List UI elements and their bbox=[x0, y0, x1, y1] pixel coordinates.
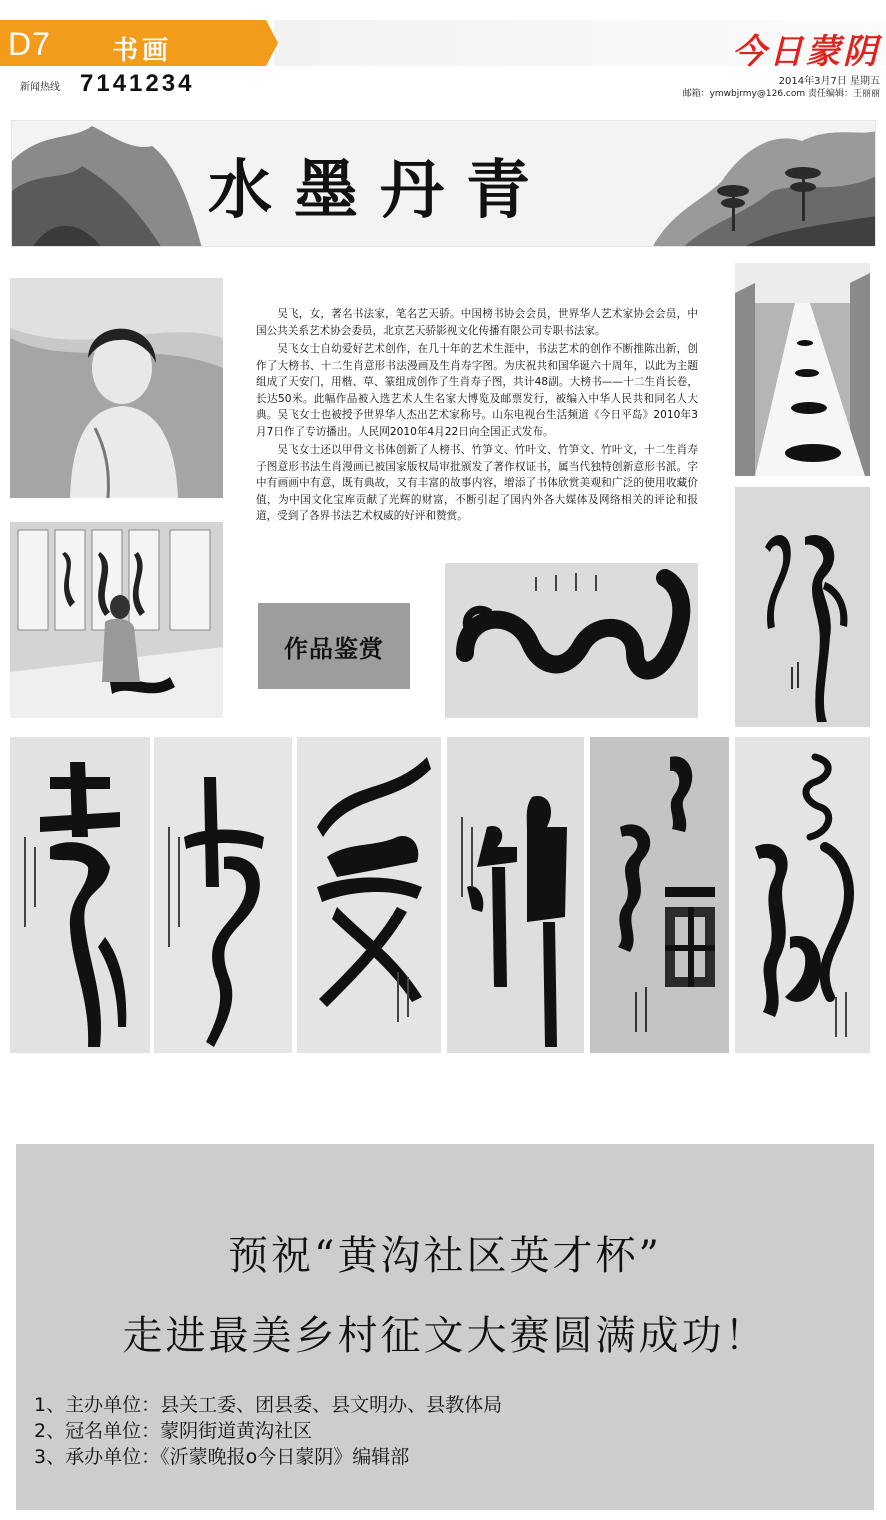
calligraphy-ai-work bbox=[297, 737, 441, 1053]
contest-ad bbox=[16, 1144, 874, 1510]
long-scroll-photo bbox=[735, 263, 870, 476]
issue-date: 2014年3月7日 星期五 bbox=[778, 76, 880, 87]
hotline-number: 7141234 bbox=[80, 70, 195, 97]
article-paragraph: 吴飞女士还以甲骨文书体创新了人榜书、竹笋文、竹叶文、竹笋文、竹叶文，十二生肖寿子图意形书法生肖漫画已被国家版权局审批颁发了著作权证书，属当代独特创新意形书派。字中有画画中有意，既有典故，又有丰富的故事内容，增添了书体欣赏美观和广泛的使用收藏价值，为中国文化宝库贡献了光辉的财富，不断引起了国内外各大媒体及网络相关的评论和报道，受到了各界书法艺术权威的好评和赞赏。 bbox=[256, 444, 698, 523]
artist-writing-photo bbox=[10, 522, 223, 718]
calligraphy-fo-work bbox=[735, 487, 870, 727]
dragon-calligraphy-work bbox=[445, 563, 698, 718]
organizer-item: 1、主办单位：县关工委、团县委、县文明办、县教体局 bbox=[34, 1394, 503, 1416]
works-label: 作品鉴赏 bbox=[284, 635, 384, 663]
works-label-box bbox=[258, 603, 410, 689]
article-paragraph: 吴飞，女，著名书法家，笔名艺天骄。中国榜书协会会员，世界华人艺术家协会会员，中国公共关系艺术协会委员，北京艺天骄影视文化传播有限公司专职书法家。 bbox=[256, 308, 698, 337]
calligraphy-fu-work bbox=[590, 737, 729, 1053]
organizer-item: 3、承办单位：《沂蒙晚报o今日蒙阴》编辑部 bbox=[34, 1446, 410, 1468]
calligraphy-shou-work bbox=[10, 737, 150, 1053]
page-code: D7 bbox=[8, 26, 51, 62]
organizer-item: 2、冠名单位：蒙阴街道黄沟社区 bbox=[34, 1420, 313, 1442]
calligraphy-qi-work bbox=[154, 737, 292, 1053]
banner-title: 水墨丹青 bbox=[208, 153, 552, 228]
section-name: 书画 bbox=[112, 36, 173, 66]
organizer-list bbox=[34, 1392, 502, 1470]
banner bbox=[11, 120, 876, 247]
calligraphy-shen-work bbox=[447, 737, 584, 1053]
article-body bbox=[256, 306, 698, 527]
calligraphy-long-work bbox=[735, 737, 870, 1053]
hotline-label: 新闻热线 bbox=[20, 82, 60, 93]
ad-headline-1: 预祝“黄沟社区英才杯” bbox=[228, 1233, 662, 1279]
ad-headline-2: 走进最美乡村征文大赛圆满成功！ bbox=[122, 1313, 768, 1359]
portrait-photo bbox=[10, 278, 223, 498]
masthead-logo: 今日蒙阴 bbox=[732, 32, 880, 72]
editor-meta: 邮箱：ymwbjrmy@126.com 责任编辑：王丽丽 bbox=[682, 89, 880, 99]
article-paragraph: 吴飞女士自幼爱好艺术创作，在几十年的艺术生涯中，书法艺术的创作不断推陈出新，创作了大榜书、十二生肖意形书法漫画及生肖寿字图。为庆祝共和国华诞六十周年，以此为主题组成了天安门，用楷、草、篆组成创作了生肖寿子图，共计48副。大榜书——十二生肖长卷，长达50米。此幅作品被入选艺术人生名家大博览及邮票发行，被编入中华人民共和同名人大典。吴飞女士也被授予世界华人杰出艺术家称号。山东电视台生活频道《今日平岛》2010年3月7日作了专访播出。人民网2010年4月22日向全国正式发布。 bbox=[256, 343, 698, 438]
